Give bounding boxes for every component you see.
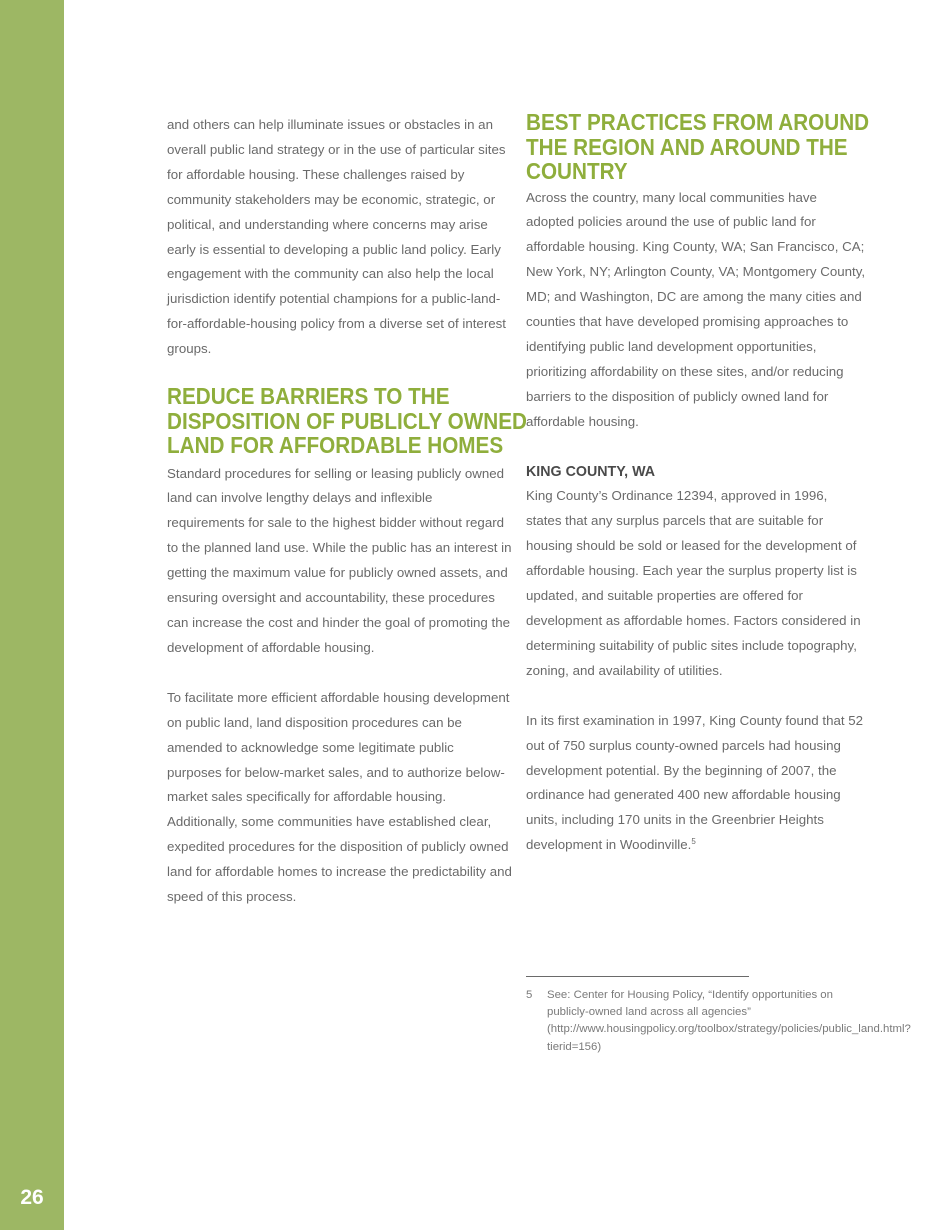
footnote-text: See: Center for Housing Policy, “Identify opportunities on publicly-owned land across all agencies” (http://www.housingpolicy.org/toolbox/strategy/policies/public_land.html?tierid=156) <box>547 989 911 1053</box>
heading-line: LAND FOR AFFORDABLE HOMES <box>167 432 504 459</box>
right-section-heading <box>526 109 870 184</box>
intro-paragraph: and others can help illuminate issues or obstacles in an overall public land strategy or in the use of particular sites for affordable housing. These challenges raised by community stakeholders may be economic, strategic, or political, and understanding where concerns may arise early is essential to developing a public land policy. Early engagement with the community can also help the local jurisdiction identify potential champions for a public-land-for-affordable-housing policy from a diverse set of interest groups. <box>167 117 506 357</box>
heading-line: REDUCE BARRIERS TO THE <box>167 383 450 410</box>
right-column <box>526 109 870 858</box>
footnote-divider <box>526 976 749 977</box>
king-county-paragraph-2-text: In its first examination in 1997, King County found that 52 out of 750 surplus county-owned parcels had housing development potential. By the beginning of 2007, the ordinance had generated 400 new affordable housing units, including 170 units in the Greenbrier Heights development in Woodinville. <box>526 712 864 853</box>
best-practices-paragraph: Across the country, many local communities have adopted policies around the use of public land for affordable housing. King County, WA; San Francisco, CA; New York, NY; Arlington County, VA; Montgomery County, MD; and Washington, DC are among the many cities and counties that have developed promising approaches to identifying public land development opportunities, prioritizing affordability on these sites, and/or reducing barriers to the disposition of publicly owned land for affordable housing. <box>526 189 866 429</box>
king-county-subheading: KING COUNTY, WA <box>526 462 656 480</box>
page-number: 26 <box>20 1186 44 1209</box>
king-county-paragraph-1: King County’s Ordinance 12394, approved in 1996, states that any surplus parcels that are suitable for housing should be sold or leased for the development of affordable housing. Each year the surplus property list is updated, and suitable properties are offered for development as affordable homes. Factors considered in determining suitability of public sites include topography, zoning, and availability of utilities. <box>526 488 861 678</box>
heading-line: COUNTRY <box>526 158 628 184</box>
footnote-number: 5 <box>526 989 533 1001</box>
heading-line: BEST PRACTICES FROM AROUND <box>526 109 870 135</box>
king-county-paragraph-2 <box>526 709 866 858</box>
disposition-paragraph-1: Standard procedures for selling or leasing publicly owned land can involve lengthy delays and inflexible requirements for sale to the highest bidder without regard to the planned land use. While the public has an interest in getting the maximum value for publicly owned assets, and ensuring oversight and accountability, these procedures can increase the cost and hinder the goal of promoting the development of affordable housing. <box>167 465 512 655</box>
sidebar-band <box>0 0 64 1230</box>
heading-line: DISPOSITION OF PUBLICLY OWNED <box>167 407 527 434</box>
footnote <box>526 987 911 1056</box>
left-section-heading <box>167 383 527 459</box>
disposition-paragraph-2: To facilitate more efficient affordable housing development on public land, land disposition procedures can be amended to acknowledge some legitimate public purposes for below-market sales, and to authorize below-market sales specifically for affordable housing. Additionally, some communities have established clear, expedited procedures for the disposition of publicly owned land for affordable homes to increase the predictability and speed of this process. <box>167 689 512 905</box>
footnote-reference: 5 <box>691 837 696 847</box>
heading-line: THE REGION AND AROUND THE <box>526 133 848 160</box>
left-column <box>167 113 527 910</box>
